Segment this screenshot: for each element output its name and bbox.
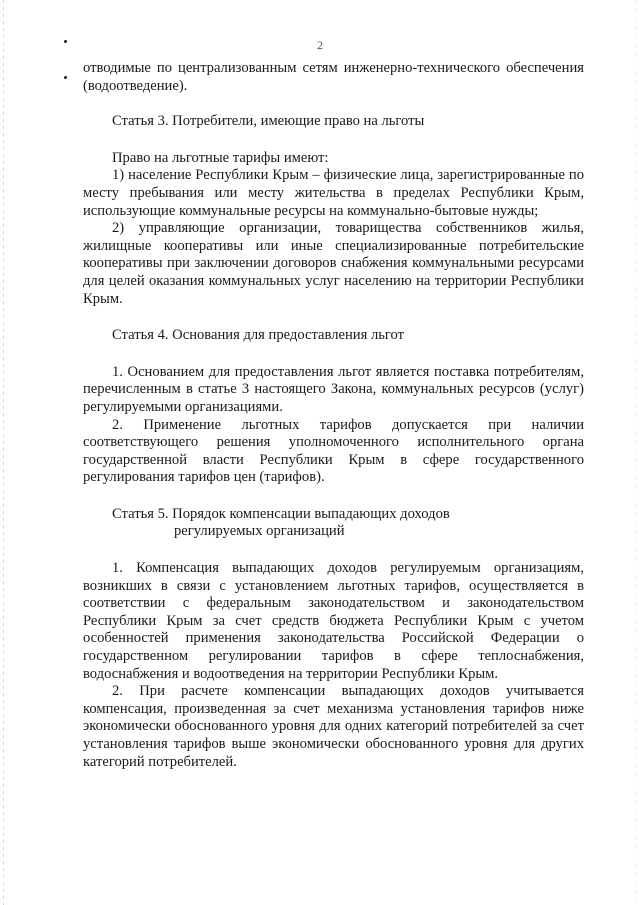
article-3-lead: Право на льготные тарифы имеют:	[112, 149, 329, 166]
scan-speck	[64, 76, 67, 79]
article-4-heading: Статья 4. Основания для предоставления льгот	[112, 327, 405, 344]
article-5-heading-line-1: Статья 5. Порядок компенсации выпадающих доходов	[112, 505, 450, 522]
article-4-paragraph-1: 1. Основанием для предоставления льгот является поставка потребителям, перечисленным в статье 3 настоящего Закона, коммунальных ресурсов (услуг) регулируемыми организациями.	[83, 363, 584, 415]
article-5-heading-line-2: регулируемых организаций	[174, 523, 345, 540]
article-3-heading: Статья 3. Потребители, имеющие право на льготы	[112, 113, 425, 130]
scan-edge-right	[636, 0, 637, 905]
article-5-heading	[83, 506, 584, 541]
article-3-item-1: 1) население Республики Крым – физические лица, зарегистрированные по месту пребывания или месту жительства в пределах Республики Крым, использующие коммунальные ресурсы на коммунально-бытовые нужды;	[83, 167, 584, 219]
scan-edge-left	[3, 0, 4, 905]
intro-paragraph: отводимые по централизованным сетям инженерно-технического обеспечения (водоотведение).	[83, 60, 584, 94]
article-5-paragraph-2: 2. При расчете компенсации выпадающих доходов учитывается компенсация, произведенная за счет механизма установления тарифов ниже экономически обоснованного уровня для одних категорий потребителей за счет установления тарифов выше экономически обоснованного уровня для других категорий потребителей.	[83, 683, 584, 770]
article-5-paragraph-1: 1. Компенсация выпадающих доходов регулируемым организациям, возникших в связи с установлением льготных тарифов, осуществляется в соответствии с федеральным законодательством и законодательством Республики Крым за счет средств бюджета Республики Крым с учетом особенностей применения законодательства Российской Федерации о государственном регулировании тарифов в сфере теплоснабжения, водоснабжения и водоотведения на территории Республики Крым.	[83, 560, 584, 682]
page-number: 2	[317, 38, 323, 52]
article-3-item-2: 2) управляющие организации, товарищества собственников жилья, жилищные кооперативы или иные специализированные потребительские кооперативы при заключении договоров снабжения коммунальными ресурсами для целей оказания коммунальных услуг населению на территории Республики Крым.	[83, 220, 584, 307]
article-4-paragraph-2: 2. Применение льготных тарифов допускается при наличии соответствующего решения уполномоченного исполнительного органа государственной власти Республики Крым в сфере государственного регулирования тарифов цен (тарифов).	[83, 416, 584, 486]
document-body	[83, 60, 584, 771]
